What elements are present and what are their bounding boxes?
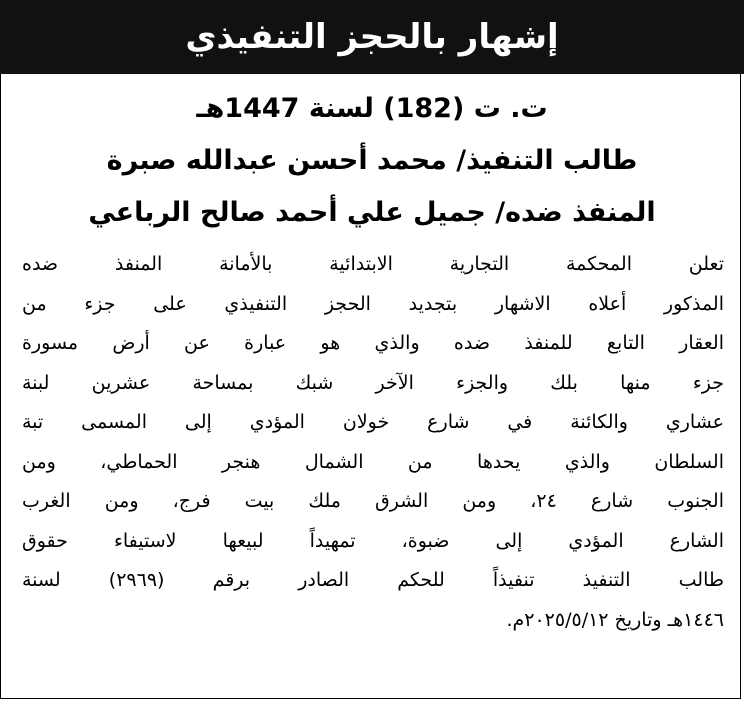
body-line: طالب التنفيذ تنفيذاً للحكم الصادر برقم (٢٩٦٩) لسنة [22, 569, 724, 591]
notice-title: إشهار بالحجز التنفيذي [185, 17, 559, 57]
body-line: الجنوب شارع ٢٤، ومن الشرق ملك بيت فرج، ومن الغرب [22, 490, 724, 512]
body-line-last: ١٤٤٦هـ وتاريخ ٢٠٢٥/٥/١٢م. [506, 608, 724, 631]
body-line: عشاري والكائنة في شارع خولان المؤدي إلى المسمى تبة [22, 411, 724, 433]
body-line: المذكور أعلاه الاشهار بتجديد الحجز التنفيذي على جزء من [22, 292, 724, 315]
body-line: السلطان والذي يحدها من الشمال هنجر الحماطي، ومن [22, 450, 724, 473]
body-line: العقار التابع للمنفذ ضده والذي هو عبارة عن أرض مسورة [22, 332, 724, 354]
body-line: جزء منها بلك والجزء الآخر شبك بمساحة عشرين لبنة [22, 371, 724, 394]
body-line: تعلن المحكمة التجارية الابتدائية بالأمانة المنفذ ضده [22, 253, 724, 275]
body-line: الشارع المؤدي إلى ضبوة، تمهيداً لبيعها لاستيفاء حقوق [22, 529, 724, 552]
defendant-name: المنفذ ضده/ جميل علي أحمد صالح الرباعي [88, 197, 656, 228]
notice-body [22, 245, 724, 640]
title-banner [0, 0, 744, 74]
claimant-name: طالب التنفيذ/ محمد أحسن عبدالله صبرة [106, 145, 638, 176]
case-number: ت. ت (182) لسنة 1447هـ [196, 93, 548, 124]
